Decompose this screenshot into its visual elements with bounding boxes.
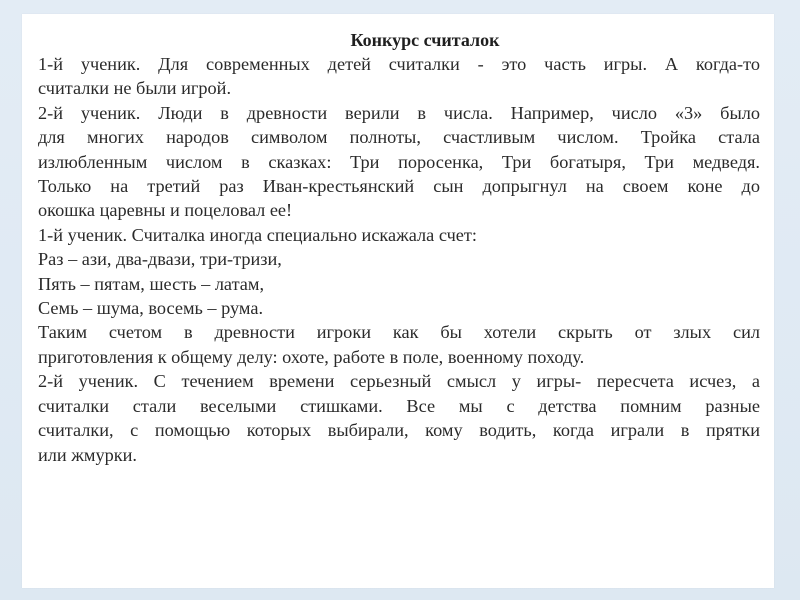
text-line: окошка царевны и поцеловал ее! <box>38 200 293 221</box>
text-line: 2-й ученик. Люди в древности верили в числа. Например, число «3» было <box>38 102 760 123</box>
text-line: 2-й ученик. С течением времени серьезный смысл у игры- пересчета исчез, а <box>38 371 760 392</box>
text-line: 1-й ученик. Считалка иногда специально искажала счет: <box>38 224 477 245</box>
scanned-page <box>22 14 774 588</box>
document-body <box>38 28 762 467</box>
text-line: для многих народов символом полноты, счастливым числом. Тройка стала <box>38 127 760 148</box>
text-line: 1-й ученик. Для современных детей считалки - это часть игры. А когда-то <box>38 54 760 74</box>
text-line: считалки не были игрой. <box>38 78 232 99</box>
text-line: считалки стали веселыми стишками. Все мы с детства помним разные <box>38 395 760 416</box>
text-line: приготовления к общему делу: охоте, работе в поле, военному походу. <box>38 346 585 367</box>
document-lines <box>38 52 762 467</box>
text-line: излюбленным числом в сказках: Три поросенка, Три богатыря, Три медведя. <box>38 151 760 172</box>
text-line: считалки, с помощью которых выбирали, кому водить, когда играли в прятки <box>38 420 760 441</box>
text-line: Только на третий раз Иван-крестьянский сын допрыгнул на своем коне до <box>38 176 760 197</box>
text-line: Раз – ази, два-двази, три-тризи, <box>38 249 282 270</box>
text-line: или жмурки. <box>38 444 137 465</box>
document-title: Конкурс считалок <box>350 30 500 50</box>
text-line: Семь – шума, восемь – рума. <box>38 298 264 319</box>
text-line: Таким счетом в древности игроки как бы хотели скрыть от злых сил <box>38 322 760 343</box>
text-line: Пять – пятам, шесть – латам, <box>38 273 265 294</box>
